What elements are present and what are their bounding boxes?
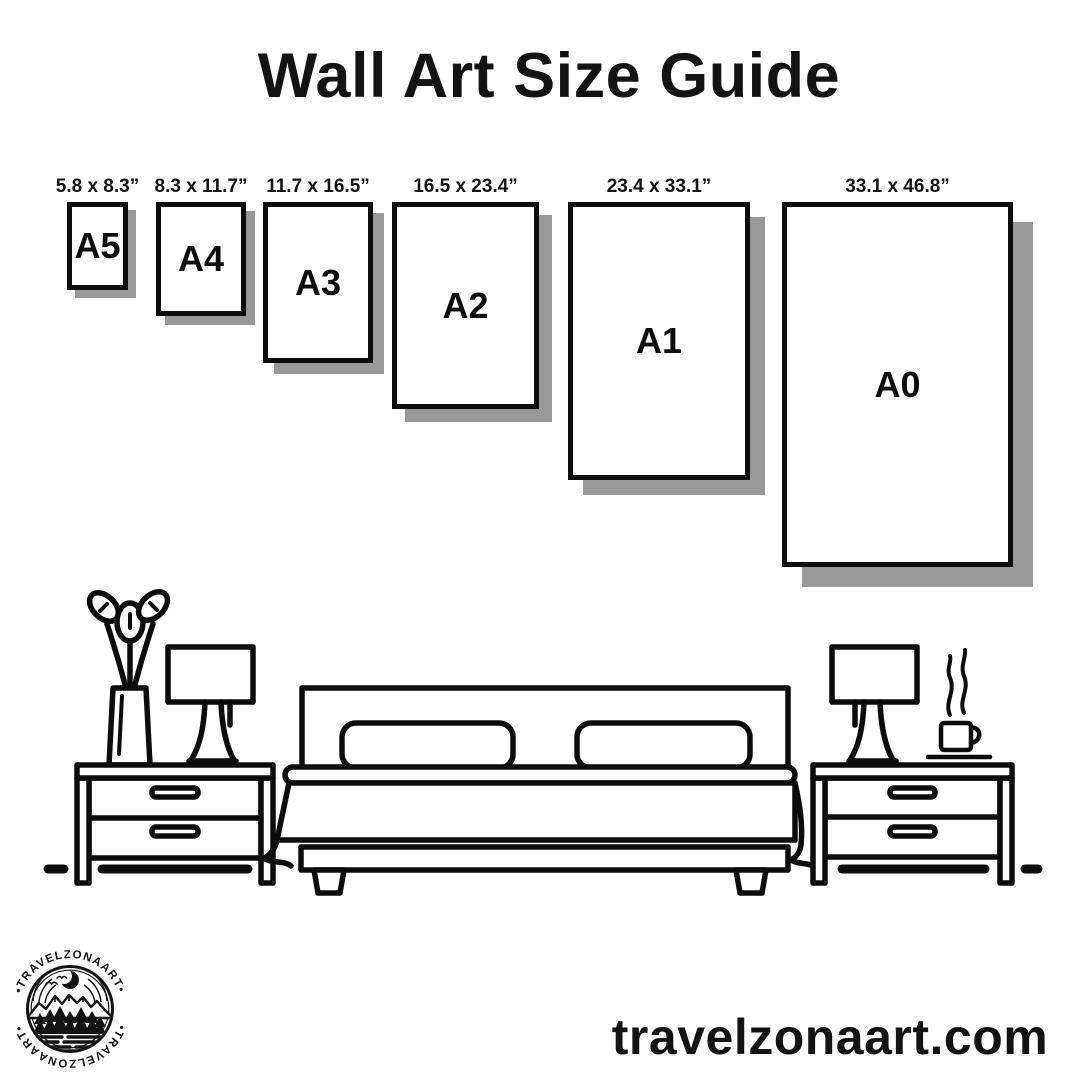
frame-dimensions-label: 11.7 x 16.5”	[266, 176, 370, 197]
frame-size-label: A5	[74, 225, 121, 266]
size-frame-a4	[154, 176, 248, 316]
bed-leg-right	[736, 870, 766, 893]
frame-dimensions-label: 8.3 x 11.7”	[154, 176, 248, 197]
size-frame-a2	[392, 176, 539, 409]
size-frame-a0	[782, 176, 1013, 567]
website-url: travelzonaart.com	[611, 1009, 1049, 1065]
frame-size-label: A3	[294, 261, 342, 303]
page-title: Wall Art Size Guide	[257, 41, 841, 111]
pillow-left	[342, 723, 513, 768]
frame-dimensions-label: 23.4 x 33.1”	[606, 176, 712, 197]
size-frame-a3	[263, 176, 373, 363]
frame-size-label: A1	[635, 320, 683, 361]
steam	[948, 656, 951, 715]
bed-leg-left	[314, 870, 344, 893]
bed	[264, 688, 815, 893]
coffee-cup	[928, 650, 990, 757]
pillow-right	[577, 723, 750, 768]
logo-text-bottom: •TRAVELZONAART•	[12, 1023, 128, 1070]
logo-text-top: •TRAVELZONAART•	[12, 948, 128, 995]
brand-logo	[0, 939, 140, 1079]
plant-vase	[84, 586, 173, 765]
steam	[962, 650, 965, 713]
size-frame-a5	[55, 176, 140, 290]
table-lamp-left	[168, 647, 253, 761]
moon-icon	[61, 971, 79, 989]
bedroom-illustration	[0, 580, 1080, 900]
blanket	[277, 783, 795, 840]
frame-size-label: A0	[874, 363, 921, 405]
bed-base	[301, 847, 788, 870]
frame-size-label: A2	[442, 284, 489, 326]
frame-size-label: A4	[177, 238, 225, 279]
frame-dimensions-label: 5.8 x 8.3”	[55, 176, 140, 197]
frame-dimensions-label: 16.5 x 23.4”	[413, 176, 518, 197]
frame-dimensions-label: 33.1 x 46.8”	[845, 176, 950, 197]
table-lamp-right	[832, 647, 917, 761]
size-frame-a1	[568, 176, 750, 480]
